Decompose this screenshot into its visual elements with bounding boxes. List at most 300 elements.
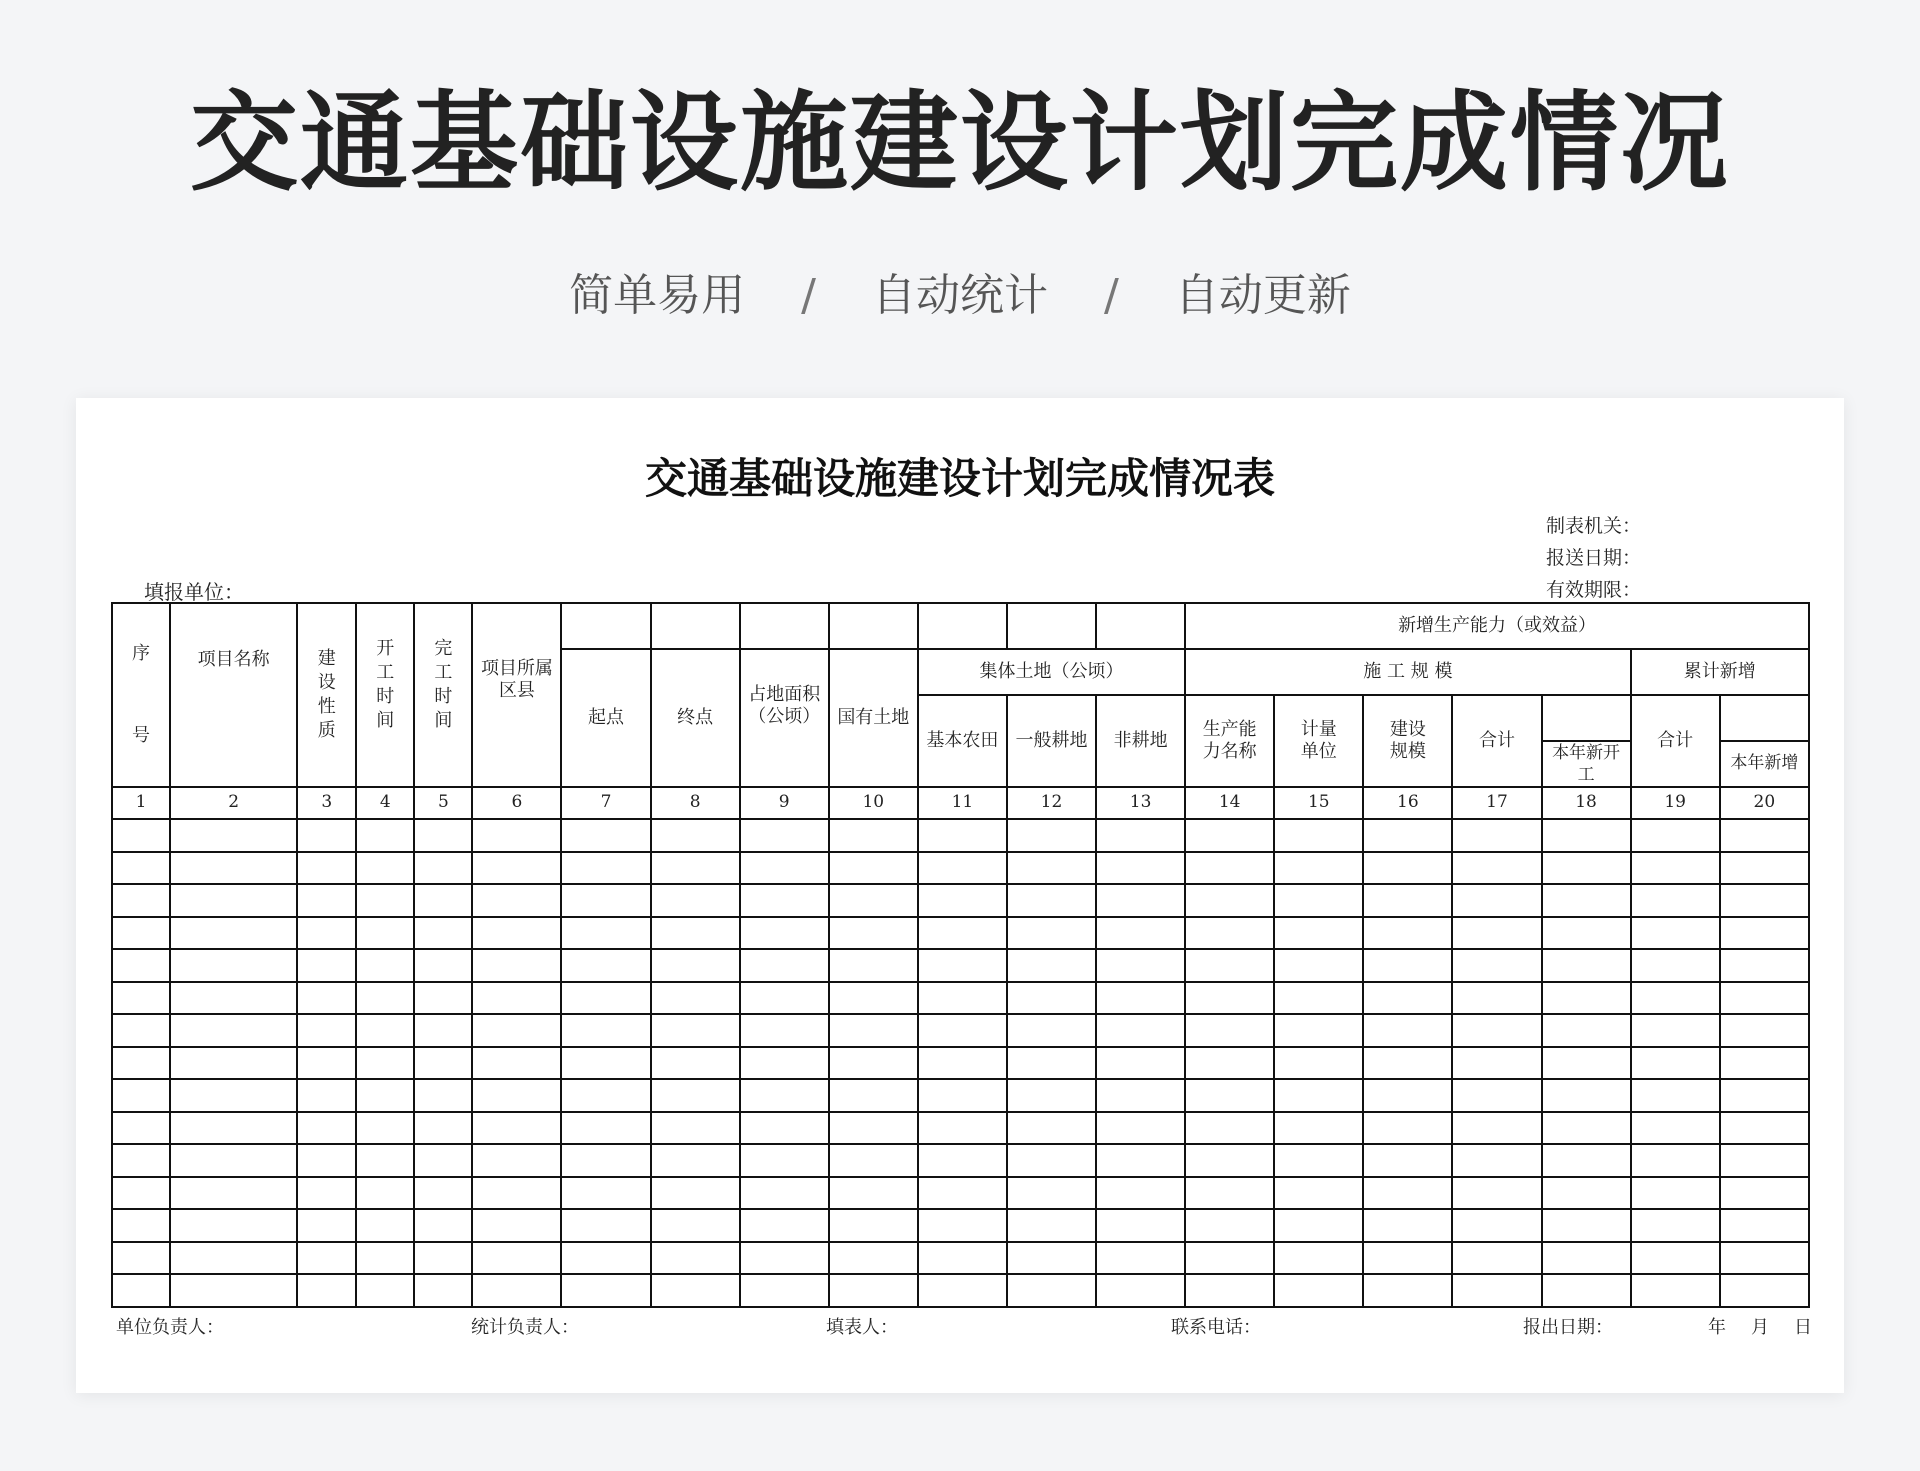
table-cell[interactable] bbox=[414, 1047, 472, 1080]
table-cell[interactable] bbox=[1185, 852, 1274, 885]
table-cell[interactable] bbox=[1274, 1112, 1363, 1145]
table-cell[interactable] bbox=[472, 1079, 561, 1112]
table-cell[interactable] bbox=[740, 982, 829, 1015]
table-cell[interactable] bbox=[112, 982, 170, 1015]
table-cell[interactable] bbox=[740, 1209, 829, 1242]
table-cell[interactable] bbox=[1007, 819, 1096, 852]
table-cell[interactable] bbox=[170, 1014, 297, 1047]
table-cell[interactable] bbox=[1274, 982, 1363, 1015]
table-cell[interactable] bbox=[1185, 917, 1274, 950]
table-cell[interactable] bbox=[1720, 1209, 1809, 1242]
table-cell[interactable] bbox=[1185, 819, 1274, 852]
table-cell[interactable] bbox=[651, 917, 740, 950]
table-cell[interactable] bbox=[1542, 1274, 1631, 1307]
table-cell[interactable] bbox=[1452, 982, 1541, 1015]
table-cell[interactable] bbox=[356, 1242, 414, 1275]
table-cell[interactable] bbox=[1274, 1177, 1363, 1210]
table-cell[interactable] bbox=[1542, 1144, 1631, 1177]
table-cell[interactable] bbox=[356, 949, 414, 982]
table-cell[interactable] bbox=[561, 917, 650, 950]
table-cell[interactable] bbox=[356, 852, 414, 885]
table-cell[interactable] bbox=[918, 1177, 1007, 1210]
table-cell[interactable] bbox=[112, 1014, 170, 1047]
table-cell[interactable] bbox=[918, 1047, 1007, 1080]
table-cell[interactable] bbox=[918, 1014, 1007, 1047]
table-cell[interactable] bbox=[414, 852, 472, 885]
table-cell[interactable] bbox=[1096, 1144, 1185, 1177]
table-cell[interactable] bbox=[1096, 1079, 1185, 1112]
table-cell[interactable] bbox=[918, 949, 1007, 982]
table-cell[interactable] bbox=[1096, 1112, 1185, 1145]
table-cell[interactable] bbox=[561, 1047, 650, 1080]
table-cell[interactable] bbox=[1720, 1014, 1809, 1047]
table-cell[interactable] bbox=[561, 1144, 650, 1177]
table-cell[interactable] bbox=[740, 1079, 829, 1112]
table-cell[interactable] bbox=[472, 1112, 561, 1145]
table-cell[interactable] bbox=[414, 949, 472, 982]
table-cell[interactable] bbox=[651, 1274, 740, 1307]
table-cell[interactable] bbox=[829, 1242, 918, 1275]
table-cell[interactable] bbox=[740, 917, 829, 950]
table-cell[interactable] bbox=[414, 1209, 472, 1242]
table-cell[interactable] bbox=[1274, 1209, 1363, 1242]
table-cell[interactable] bbox=[1363, 1242, 1452, 1275]
table-cell[interactable] bbox=[1542, 982, 1631, 1015]
table-cell[interactable] bbox=[170, 852, 297, 885]
table-cell[interactable] bbox=[1007, 852, 1096, 885]
table-cell[interactable] bbox=[1363, 1144, 1452, 1177]
table-cell[interactable] bbox=[829, 1047, 918, 1080]
table-cell[interactable] bbox=[1452, 1177, 1541, 1210]
table-cell[interactable] bbox=[170, 884, 297, 917]
table-cell[interactable] bbox=[651, 1047, 740, 1080]
table-cell[interactable] bbox=[414, 982, 472, 1015]
table-cell[interactable] bbox=[112, 1209, 170, 1242]
table-cell[interactable] bbox=[1096, 1014, 1185, 1047]
table-cell[interactable] bbox=[1542, 884, 1631, 917]
table-cell[interactable] bbox=[1096, 1274, 1185, 1307]
table-cell[interactable] bbox=[829, 1177, 918, 1210]
table-cell[interactable] bbox=[1274, 1274, 1363, 1307]
table-cell[interactable] bbox=[1274, 884, 1363, 917]
table-cell[interactable] bbox=[170, 1112, 297, 1145]
table-cell[interactable] bbox=[1096, 982, 1185, 1015]
table-cell[interactable] bbox=[170, 1144, 297, 1177]
table-cell[interactable] bbox=[170, 1242, 297, 1275]
table-cell[interactable] bbox=[1185, 1242, 1274, 1275]
table-cell[interactable] bbox=[1185, 1079, 1274, 1112]
table-cell[interactable] bbox=[472, 852, 561, 885]
table-cell[interactable] bbox=[1363, 819, 1452, 852]
table-cell[interactable] bbox=[918, 1209, 1007, 1242]
table-cell[interactable] bbox=[1720, 917, 1809, 950]
table-cell[interactable] bbox=[414, 819, 472, 852]
table-cell[interactable] bbox=[561, 1112, 650, 1145]
table-cell[interactable] bbox=[356, 1112, 414, 1145]
table-cell[interactable] bbox=[414, 1112, 472, 1145]
table-cell[interactable] bbox=[918, 1274, 1007, 1307]
table-cell[interactable] bbox=[297, 1144, 356, 1177]
table-cell[interactable] bbox=[1363, 1209, 1452, 1242]
table-cell[interactable] bbox=[1720, 1177, 1809, 1210]
table-cell[interactable] bbox=[561, 1209, 650, 1242]
table-cell[interactable] bbox=[1720, 1112, 1809, 1145]
table-cell[interactable] bbox=[1542, 917, 1631, 950]
table-cell[interactable] bbox=[1185, 1047, 1274, 1080]
table-cell[interactable] bbox=[356, 1014, 414, 1047]
table-cell[interactable] bbox=[472, 982, 561, 1015]
table-cell[interactable] bbox=[561, 884, 650, 917]
table-cell[interactable] bbox=[561, 982, 650, 1015]
table-cell[interactable] bbox=[1274, 1014, 1363, 1047]
table-cell[interactable] bbox=[170, 1274, 297, 1307]
table-cell[interactable] bbox=[297, 1209, 356, 1242]
table-cell[interactable] bbox=[1363, 949, 1452, 982]
table-cell[interactable] bbox=[170, 982, 297, 1015]
table-cell[interactable] bbox=[651, 1242, 740, 1275]
table-cell[interactable] bbox=[651, 1079, 740, 1112]
table-cell[interactable] bbox=[170, 1047, 297, 1080]
table-cell[interactable] bbox=[1631, 917, 1720, 950]
table-cell[interactable] bbox=[829, 884, 918, 917]
table-cell[interactable] bbox=[1007, 1047, 1096, 1080]
table-cell[interactable] bbox=[1363, 1112, 1452, 1145]
table-cell[interactable] bbox=[1631, 1242, 1720, 1275]
table-cell[interactable] bbox=[1542, 852, 1631, 885]
table-cell[interactable] bbox=[1631, 1014, 1720, 1047]
table-cell[interactable] bbox=[740, 1242, 829, 1275]
table-cell[interactable] bbox=[297, 1242, 356, 1275]
table-cell[interactable] bbox=[170, 819, 297, 852]
table-cell[interactable] bbox=[112, 1047, 170, 1080]
table-cell[interactable] bbox=[112, 1079, 170, 1112]
table-cell[interactable] bbox=[1631, 949, 1720, 982]
table-cell[interactable] bbox=[1542, 1047, 1631, 1080]
table-cell[interactable] bbox=[1185, 1209, 1274, 1242]
table-cell[interactable] bbox=[740, 1047, 829, 1080]
table-cell[interactable] bbox=[356, 1209, 414, 1242]
table-cell[interactable] bbox=[112, 1112, 170, 1145]
table-cell[interactable] bbox=[1363, 884, 1452, 917]
table-cell[interactable] bbox=[1096, 852, 1185, 885]
table-cell[interactable] bbox=[170, 917, 297, 950]
table-cell[interactable] bbox=[740, 1274, 829, 1307]
table-cell[interactable] bbox=[1096, 949, 1185, 982]
table-cell[interactable] bbox=[1452, 1079, 1541, 1112]
table-cell[interactable] bbox=[472, 1209, 561, 1242]
table-cell[interactable] bbox=[1631, 1047, 1720, 1080]
table-cell[interactable] bbox=[829, 949, 918, 982]
table-cell[interactable] bbox=[297, 917, 356, 950]
table-cell[interactable] bbox=[356, 1047, 414, 1080]
table-cell[interactable] bbox=[297, 852, 356, 885]
table-cell[interactable] bbox=[1542, 819, 1631, 852]
table-cell[interactable] bbox=[1542, 1242, 1631, 1275]
table-cell[interactable] bbox=[1274, 1242, 1363, 1275]
table-cell[interactable] bbox=[740, 1144, 829, 1177]
table-cell[interactable] bbox=[1452, 949, 1541, 982]
table-cell[interactable] bbox=[1007, 884, 1096, 917]
table-cell[interactable] bbox=[1452, 1144, 1541, 1177]
table-cell[interactable] bbox=[1452, 1209, 1541, 1242]
table-cell[interactable] bbox=[472, 884, 561, 917]
table-cell[interactable] bbox=[1007, 1144, 1096, 1177]
table-cell[interactable] bbox=[918, 819, 1007, 852]
table-cell[interactable] bbox=[472, 1274, 561, 1307]
table-cell[interactable] bbox=[472, 1047, 561, 1080]
table-cell[interactable] bbox=[1274, 949, 1363, 982]
table-cell[interactable] bbox=[1096, 884, 1185, 917]
table-cell[interactable] bbox=[651, 1144, 740, 1177]
table-cell[interactable] bbox=[829, 1079, 918, 1112]
table-cell[interactable] bbox=[1452, 1112, 1541, 1145]
table-cell[interactable] bbox=[297, 949, 356, 982]
table-cell[interactable] bbox=[356, 917, 414, 950]
table-cell[interactable] bbox=[1720, 819, 1809, 852]
table-cell[interactable] bbox=[297, 819, 356, 852]
table-cell[interactable] bbox=[1274, 1047, 1363, 1080]
table-cell[interactable] bbox=[297, 1014, 356, 1047]
table-cell[interactable] bbox=[1631, 1144, 1720, 1177]
table-cell[interactable] bbox=[1452, 884, 1541, 917]
table-cell[interactable] bbox=[414, 1014, 472, 1047]
table-cell[interactable] bbox=[1363, 1014, 1452, 1047]
table-cell[interactable] bbox=[1363, 852, 1452, 885]
table-cell[interactable] bbox=[829, 1014, 918, 1047]
table-cell[interactable] bbox=[829, 852, 918, 885]
table-cell[interactable] bbox=[829, 1274, 918, 1307]
table-cell[interactable] bbox=[297, 1274, 356, 1307]
table-cell[interactable] bbox=[651, 1112, 740, 1145]
table-cell[interactable] bbox=[918, 917, 1007, 950]
table-cell[interactable] bbox=[1185, 1177, 1274, 1210]
table-cell[interactable] bbox=[1542, 1209, 1631, 1242]
table-cell[interactable] bbox=[1274, 917, 1363, 950]
table-cell[interactable] bbox=[1631, 884, 1720, 917]
table-cell[interactable] bbox=[651, 819, 740, 852]
table-cell[interactable] bbox=[112, 917, 170, 950]
table-cell[interactable] bbox=[1096, 1047, 1185, 1080]
table-cell[interactable] bbox=[1185, 982, 1274, 1015]
table-cell[interactable] bbox=[918, 1079, 1007, 1112]
table-cell[interactable] bbox=[170, 1177, 297, 1210]
table-cell[interactable] bbox=[918, 1144, 1007, 1177]
table-cell[interactable] bbox=[1185, 1014, 1274, 1047]
table-cell[interactable] bbox=[356, 1274, 414, 1307]
table-cell[interactable] bbox=[112, 1144, 170, 1177]
table-cell[interactable] bbox=[1720, 1047, 1809, 1080]
table-cell[interactable] bbox=[829, 1112, 918, 1145]
table-cell[interactable] bbox=[1452, 1014, 1541, 1047]
table-cell[interactable] bbox=[472, 949, 561, 982]
table-cell[interactable] bbox=[1452, 917, 1541, 950]
table-cell[interactable] bbox=[1007, 1014, 1096, 1047]
table-cell[interactable] bbox=[918, 982, 1007, 1015]
table-cell[interactable] bbox=[1363, 982, 1452, 1015]
table-cell[interactable] bbox=[561, 1274, 650, 1307]
table-cell[interactable] bbox=[1631, 1177, 1720, 1210]
table-cell[interactable] bbox=[356, 884, 414, 917]
table-cell[interactable] bbox=[1007, 982, 1096, 1015]
table-cell[interactable] bbox=[472, 1177, 561, 1210]
table-cell[interactable] bbox=[1363, 1047, 1452, 1080]
table-cell[interactable] bbox=[112, 1242, 170, 1275]
table-cell[interactable] bbox=[297, 1112, 356, 1145]
table-cell[interactable] bbox=[651, 1209, 740, 1242]
table-cell[interactable] bbox=[1720, 949, 1809, 982]
table-cell[interactable] bbox=[1185, 884, 1274, 917]
table-cell[interactable] bbox=[1631, 982, 1720, 1015]
table-cell[interactable] bbox=[414, 884, 472, 917]
table-cell[interactable] bbox=[1007, 1112, 1096, 1145]
table-cell[interactable] bbox=[1363, 917, 1452, 950]
table-cell[interactable] bbox=[561, 1079, 650, 1112]
table-cell[interactable] bbox=[1185, 1112, 1274, 1145]
table-cell[interactable] bbox=[472, 917, 561, 950]
table-cell[interactable] bbox=[1631, 819, 1720, 852]
table-cell[interactable] bbox=[1096, 917, 1185, 950]
table-cell[interactable] bbox=[1007, 1274, 1096, 1307]
table-cell[interactable] bbox=[829, 819, 918, 852]
table-cell[interactable] bbox=[1720, 852, 1809, 885]
table-cell[interactable] bbox=[651, 884, 740, 917]
table-cell[interactable] bbox=[651, 852, 740, 885]
table-cell[interactable] bbox=[561, 1014, 650, 1047]
table-cell[interactable] bbox=[651, 1177, 740, 1210]
table-cell[interactable] bbox=[1720, 1144, 1809, 1177]
table-cell[interactable] bbox=[356, 1079, 414, 1112]
table-cell[interactable] bbox=[472, 1144, 561, 1177]
table-cell[interactable] bbox=[1007, 1177, 1096, 1210]
table-cell[interactable] bbox=[1720, 1242, 1809, 1275]
table-cell[interactable] bbox=[1452, 1274, 1541, 1307]
table-cell[interactable] bbox=[1007, 1209, 1096, 1242]
table-cell[interactable] bbox=[297, 1047, 356, 1080]
table-cell[interactable] bbox=[1542, 1079, 1631, 1112]
table-cell[interactable] bbox=[414, 1144, 472, 1177]
table-cell[interactable] bbox=[297, 1079, 356, 1112]
table-cell[interactable] bbox=[1631, 1112, 1720, 1145]
table-cell[interactable] bbox=[740, 852, 829, 885]
table-cell[interactable] bbox=[1274, 819, 1363, 852]
table-cell[interactable] bbox=[297, 884, 356, 917]
table-cell[interactable] bbox=[1542, 1177, 1631, 1210]
table-cell[interactable] bbox=[561, 819, 650, 852]
table-cell[interactable] bbox=[112, 819, 170, 852]
table-cell[interactable] bbox=[1007, 1242, 1096, 1275]
table-cell[interactable] bbox=[1452, 1047, 1541, 1080]
table-cell[interactable] bbox=[112, 852, 170, 885]
table-cell[interactable] bbox=[829, 1144, 918, 1177]
table-cell[interactable] bbox=[472, 819, 561, 852]
table-cell[interactable] bbox=[414, 1242, 472, 1275]
table-cell[interactable] bbox=[414, 1177, 472, 1210]
table-cell[interactable] bbox=[1631, 852, 1720, 885]
table-cell[interactable] bbox=[740, 819, 829, 852]
table-cell[interactable] bbox=[170, 949, 297, 982]
table-cell[interactable] bbox=[1720, 1274, 1809, 1307]
table-cell[interactable] bbox=[829, 917, 918, 950]
table-cell[interactable] bbox=[1363, 1177, 1452, 1210]
table-cell[interactable] bbox=[918, 852, 1007, 885]
table-cell[interactable] bbox=[1542, 1112, 1631, 1145]
table-cell[interactable] bbox=[1096, 819, 1185, 852]
table-cell[interactable] bbox=[414, 917, 472, 950]
table-cell[interactable] bbox=[112, 949, 170, 982]
table-cell[interactable] bbox=[1185, 1144, 1274, 1177]
table-cell[interactable] bbox=[414, 1274, 472, 1307]
table-cell[interactable] bbox=[356, 1144, 414, 1177]
table-cell[interactable] bbox=[1720, 884, 1809, 917]
table-cell[interactable] bbox=[829, 1209, 918, 1242]
table-cell[interactable] bbox=[356, 819, 414, 852]
table-cell[interactable] bbox=[170, 1209, 297, 1242]
table-cell[interactable] bbox=[1185, 949, 1274, 982]
table-cell[interactable] bbox=[414, 1079, 472, 1112]
table-cell[interactable] bbox=[170, 1079, 297, 1112]
table-cell[interactable] bbox=[1007, 949, 1096, 982]
table-cell[interactable] bbox=[651, 982, 740, 1015]
table-cell[interactable] bbox=[740, 1014, 829, 1047]
table-cell[interactable] bbox=[1274, 852, 1363, 885]
table-cell[interactable] bbox=[472, 1014, 561, 1047]
table-cell[interactable] bbox=[1096, 1209, 1185, 1242]
table-cell[interactable] bbox=[1007, 917, 1096, 950]
table-cell[interactable] bbox=[561, 1242, 650, 1275]
table-cell[interactable] bbox=[918, 884, 1007, 917]
table-cell[interactable] bbox=[918, 1242, 1007, 1275]
table-cell[interactable] bbox=[1631, 1209, 1720, 1242]
table-cell[interactable] bbox=[918, 1112, 1007, 1145]
table-cell[interactable] bbox=[829, 982, 918, 1015]
table-cell[interactable] bbox=[112, 884, 170, 917]
table-cell[interactable] bbox=[1007, 1079, 1096, 1112]
table-cell[interactable] bbox=[1720, 982, 1809, 1015]
table-cell[interactable] bbox=[1542, 949, 1631, 982]
table-cell[interactable] bbox=[1096, 1242, 1185, 1275]
table-cell[interactable] bbox=[561, 949, 650, 982]
table-cell[interactable] bbox=[1185, 1274, 1274, 1307]
table-cell[interactable] bbox=[740, 884, 829, 917]
table-cell[interactable] bbox=[356, 1177, 414, 1210]
table-cell[interactable] bbox=[356, 982, 414, 1015]
table-cell[interactable] bbox=[740, 1112, 829, 1145]
table-cell[interactable] bbox=[1631, 1079, 1720, 1112]
table-cell[interactable] bbox=[472, 1242, 561, 1275]
table-cell[interactable] bbox=[1720, 1079, 1809, 1112]
table-cell[interactable] bbox=[1274, 1079, 1363, 1112]
table-cell[interactable] bbox=[1452, 852, 1541, 885]
table-cell[interactable] bbox=[1363, 1079, 1452, 1112]
table-cell[interactable] bbox=[1096, 1177, 1185, 1210]
table-cell[interactable] bbox=[1542, 1014, 1631, 1047]
table-cell[interactable] bbox=[561, 1177, 650, 1210]
table-cell[interactable] bbox=[297, 1177, 356, 1210]
table-cell[interactable] bbox=[112, 1177, 170, 1210]
table-cell[interactable] bbox=[297, 982, 356, 1015]
table-cell[interactable] bbox=[1452, 819, 1541, 852]
table-cell[interactable] bbox=[651, 949, 740, 982]
table-cell[interactable] bbox=[1274, 1144, 1363, 1177]
table-cell[interactable] bbox=[1452, 1242, 1541, 1275]
table-cell[interactable] bbox=[740, 1177, 829, 1210]
table-cell[interactable] bbox=[112, 1274, 170, 1307]
table-cell[interactable] bbox=[740, 949, 829, 982]
table-cell[interactable] bbox=[561, 852, 650, 885]
table-cell[interactable] bbox=[1363, 1274, 1452, 1307]
table-cell[interactable] bbox=[1631, 1274, 1720, 1307]
table-cell[interactable] bbox=[651, 1014, 740, 1047]
